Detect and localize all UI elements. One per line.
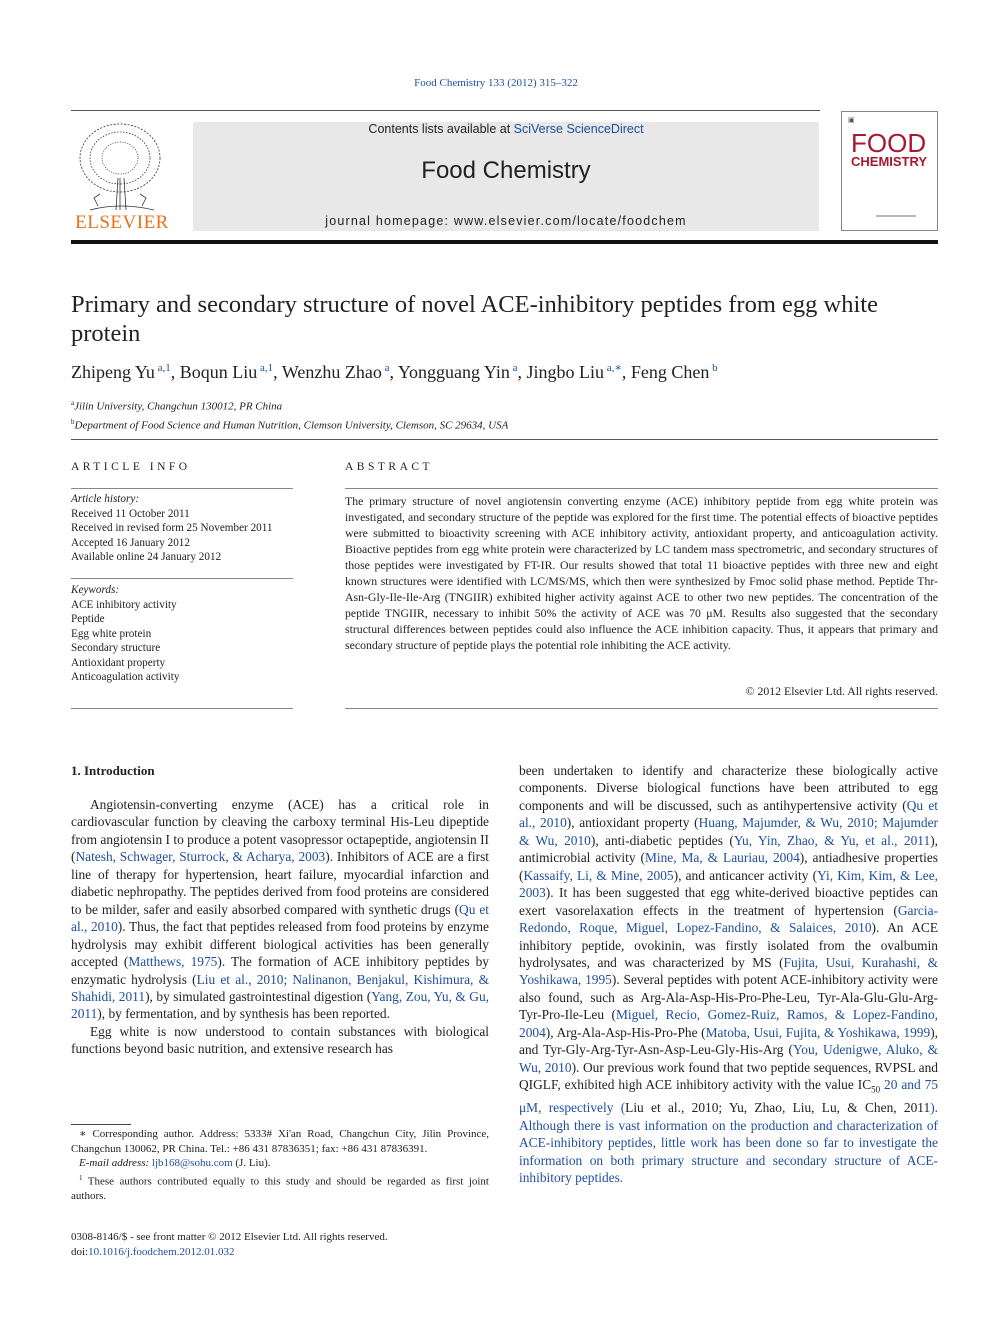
abstract-rule <box>345 488 938 489</box>
introduction-heading: 1. Introduction <box>71 763 155 778</box>
body-text: Angiotensin-converting enzyme (ACE) has a critical role in cardiovascular function by cleaving the carboxy terminal His-Leu dipeptide from angiotensin I to produce a potent vasopressor octapeptide, angiotensin II ( <box>71 797 489 865</box>
author-separator: , <box>389 362 398 382</box>
intro-paragraph-1 <box>71 796 489 1023</box>
author-separator: , <box>517 362 527 382</box>
citation-link[interactable]: Yang, Zou, Yu, & Gu, 2011 <box>71 988 489 1022</box>
author-affiliation-mark[interactable]: a <box>509 362 518 374</box>
abstract-heading: ABSTRACT <box>345 461 434 473</box>
affiliation-rule <box>71 439 938 440</box>
journal-name: Food Chemistry <box>421 157 591 184</box>
citation-link[interactable]: Garcia-Redondo, Roque, Miguel, Lopez-Fandino, & Salaices, 2010 <box>519 902 938 936</box>
author-affiliation-mark[interactable]: a <box>381 362 390 374</box>
body-text: ), and anticancer activity ( <box>673 867 818 883</box>
body-text: ), by simulated gastrointestinal digestion ( <box>145 988 372 1004</box>
doi-link[interactable]: 10.1016/j.foodchem.2012.01.032 <box>88 1245 235 1258</box>
author-name: Jingbo Liu <box>526 362 604 382</box>
body-text: ), anti-diabetic peptides ( <box>590 832 734 848</box>
author-separator: , <box>170 362 180 382</box>
elsevier-wordmark: ELSEVIER <box>75 212 169 233</box>
keyword: Egg white protein <box>71 627 152 640</box>
keyword: Peptide <box>71 613 105 625</box>
masthead-bottom-rule <box>71 240 938 244</box>
footnotes <box>71 1127 489 1203</box>
author-name: Zhipeng Yu <box>71 362 155 382</box>
body-text: ). Several peptides with potent ACE-inhibitory activity were also found, such as Arg-Ala-Asp-His-Pro-Phe-Leu, Tyr-Ala-Glu-Glu-Arg-Tyr-Pro-Ile-Leu ( <box>519 972 938 1023</box>
history-item: Received in revised form 25 November 2011 <box>71 522 273 534</box>
email-link[interactable]: ljb168@sohu.com <box>151 1157 233 1169</box>
keyword: Anticoagulation activity <box>71 671 180 683</box>
article-info-heading: ARTICLE INFO <box>71 461 191 473</box>
keyword: Secondary structure <box>71 642 161 654</box>
author-affiliation-mark[interactable]: b <box>709 362 718 374</box>
corresponding-author-note: ∗ Corresponding author. Address: 5333# Xi'an Road, Changchun City, Jilin Province, Changchun 130062, PR China. Tel.: +86 431 87836351; fax: +86 431 87836391. <box>71 1128 489 1155</box>
body-text: ). Our previous work found that two peptide sequences, RVPSL and QIGLF, exhibited high ACE inhibitory activity with the value IC <box>519 1059 938 1093</box>
equal-text: These authors contributed equally to this study and should be regarded as first joint authors. <box>71 1175 489 1202</box>
affiliation-mark: a <box>71 399 75 407</box>
citation-link[interactable]: 20 and 75 μM, respectively ( <box>519 1077 938 1116</box>
body-text: ), by fermentation, and by synthesis has been reported. <box>97 1006 390 1022</box>
journal-citation[interactable]: Food Chemistry 133 (2012) 315–322 <box>414 77 578 89</box>
citation-link[interactable]: Kassaify, Li, & Mine, 2005 <box>523 867 674 883</box>
history-item: Accepted 16 January 2012 <box>71 536 190 549</box>
history-rule <box>71 578 293 579</box>
email-suffix: (J. Liu). <box>232 1157 271 1169</box>
citation-link[interactable]: Liu et al., 2010; Nalinanon, Benjakul, Kishimura, & Shahidi, 2011 <box>71 971 489 1004</box>
doi-line <box>71 1245 388 1260</box>
author-name: Yongguang Yin <box>397 362 510 382</box>
journal-homepage[interactable]: journal homepage: www.elsevier.com/locate/foodchem <box>325 214 687 228</box>
footnote-rule <box>71 1124 131 1125</box>
body-text: ), antiadhesive properties ( <box>519 850 938 883</box>
affiliation <box>71 396 931 415</box>
citation-link[interactable]: Matthews, 1975 <box>128 954 218 970</box>
keyword: Antioxidant property <box>71 656 166 669</box>
keywords-label: Keywords: <box>71 584 120 596</box>
article-info-rule <box>71 488 293 489</box>
author-affiliation-mark[interactable]: a,1 <box>154 362 171 374</box>
keywords-rule <box>71 708 293 709</box>
body-text: ), antioxidant property ( <box>566 815 699 831</box>
citation-link[interactable]: ). Although there is vast information on the production and characterization of ACE-inhibitory peptides, little work has been done so far to investigate the information on both primary structure and secondary structure of ACE-inhibitory peptides. <box>519 1100 938 1186</box>
intro-paragraph-continued <box>519 762 938 1187</box>
body-text: ), antimicrobial activity ( <box>519 832 938 866</box>
keyword: ACE inhibitory activity <box>71 598 177 611</box>
author-name: Feng Chen <box>630 362 710 382</box>
author-name: Wenzhu Zhao <box>281 362 382 382</box>
author-list <box>71 361 931 383</box>
citation-link[interactable]: Matoba, Usui, Fujita, & Yoshikawa, 1999 <box>705 1024 931 1040</box>
author-separator: , <box>621 362 631 382</box>
body-text: ). It has been suggested that egg white-derived bioactive peptides can exert vasorelaxation effects in the treatment of hypertension ( <box>519 885 938 918</box>
cover-title-chemistry: CHEMISTRY <box>851 154 928 169</box>
equal-sup: 1 <box>79 1173 83 1182</box>
history-item: Available online 24 January 2012 <box>71 551 222 563</box>
article-title: Primary and secondary structure of novel ACE-inhibitory peptides from egg white protein <box>71 291 878 347</box>
citation-link[interactable]: Yi, Kim, Kim, & Lee, 2003 <box>519 867 939 901</box>
citation-link[interactable]: Huang, Majumder, & Wu, 2010; Majumder & Wu, 2010 <box>519 815 938 848</box>
body-text: ). Thus, the fact that peptides released from food proteins by enzyme hydrolysis may exhibit different biological activities has been generally accepted ( <box>71 919 489 970</box>
keywords <box>71 583 293 685</box>
abstract-text: The primary structure of novel angiotensin converting enzyme (ACE) inhibitory peptide from egg white protein was investigated, and secondary structure of the peptide was explored for the first time. The potential effects of bioactive peptides were submitted to bioactivity screening with ACE inhibitory activity, antioxidant property, and anticoagulation activity. Bioactive peptides from egg white protein were characterized by LC tandem mass spectrometric, and secondary structures of those peptides were investigated by FT-IR. Our results showed that total 11 bioactive peptides with three new and eight known structures were identified with LC/MS/MS, which then were synthesized by Fmoc solid phase method. Peptide Thr-Asn-Gly-Ile-Ile-Arg (TNGIIR) exhibited higher activity against ACE to other two new peptides. The concentration of the peptide TNGIIR, necessary to inhibit 50% the activity of ACE was 70 μM. Results also suggested that the secondary structural differences between peptides could also influence the ACE inhibition capacity. Thus, it appears that primary and secondary structure of peptide plays the potential role inhibiting the ACE activity. <box>345 494 938 652</box>
history-label: Article history: <box>71 493 140 505</box>
affiliations <box>71 396 931 433</box>
author-affiliation-mark[interactable]: a,∗ <box>604 362 622 374</box>
body-text: Liu et al., 2010; Yu, Zhao, Liu, Lu, & Chen, 2011 <box>625 1100 931 1116</box>
equal-contribution-note <box>71 1171 489 1204</box>
citation-link[interactable]: Fujita, Usui, Kurahashi, & Yoshikawa, 1995 <box>519 954 938 988</box>
citation-link[interactable]: Qu et al., 2010 <box>71 901 489 935</box>
front-matter-line: 0308-8146/$ - see front matter © 2012 Elsevier Ltd. All rights reserved. <box>71 1231 388 1243</box>
citation-link[interactable]: Miguel, Recio, Gomez-Ruiz, Ramos, & Lopez-Fandino, 2004 <box>519 1007 939 1040</box>
affiliation-text: Department of Food Science and Human Nutrition, Clemson University, Clemson, SC 29634, USA <box>74 419 509 432</box>
body-text: ), Arg-Ala-Asp-His-Pro-Phe ( <box>545 1024 706 1040</box>
issn-doi <box>71 1230 388 1259</box>
affiliation-text: Jilin University, Changchun 130012, PR China <box>74 400 283 413</box>
sciverse-link[interactable]: SciVerse ScienceDirect <box>513 122 644 136</box>
body-text: ), and Tyr-Gly-Arg-Tyr-Asn-Asp-Leu-Gly-His-Arg ( <box>519 1024 938 1058</box>
citation-link[interactable]: Qu et al., 2010 <box>519 797 938 831</box>
author-name: Boqun Liu <box>179 362 258 382</box>
body-text: ). The formation of ACE inhibitory peptides by enzymatic hydrolysis ( <box>71 954 489 987</box>
affiliation <box>71 415 931 434</box>
citation-link[interactable]: Yu, Yin, Zhao, & Yu, et al., 2011 <box>733 832 931 848</box>
contents-prefix: Contents lists available at <box>368 122 514 136</box>
body-text: ). An ACE inhibitory peptide, ovokinin, was firstly isolated from the ovalbumin hydrolysates, and was characterized by MS ( <box>519 920 938 970</box>
affiliation-mark: b <box>71 417 75 426</box>
author-affiliation-mark[interactable]: a,1 <box>257 362 274 374</box>
cover-emblem-icon: ▣ <box>848 116 855 124</box>
ic50-subscript: 50 <box>871 1084 881 1095</box>
citation-link[interactable]: Mine, Ma, & Lauriau, 2004 <box>644 850 800 866</box>
body-column-right <box>519 762 938 1187</box>
body-text: ). Inhibitors of ACE are a first line of therapy for hypertension, heart failure, myocardial infarction and diabetic nephropathy. The peptides derived from food proteins are considered to be milder, safer and easily absorbed compared with synthetic drugs ( <box>71 849 489 917</box>
intro-paragraph-2: Egg white is now understood to contain substances with biological functions beyond basic nutrition, and extensive research has <box>71 1023 489 1057</box>
email-label: E-mail address: <box>79 1157 150 1169</box>
contents-line <box>193 122 819 136</box>
body-column-left <box>71 796 489 1058</box>
body-text: been undertaken to identify and characterize these biologically active components. Diverse biological functions have been attributed to egg components and will be discussed, such as antihypertensive activity ( <box>519 763 938 813</box>
doi-label: doi: <box>71 1245 89 1258</box>
article-history <box>71 492 293 565</box>
email-note <box>71 1156 489 1171</box>
author-separator: , <box>273 362 282 382</box>
cover-title-food: FOOD <box>851 128 927 158</box>
abstract-bottom-rule <box>345 708 938 709</box>
citation-link[interactable]: Natesh, Schwager, Sturrock, & Acharya, 2003 <box>75 849 326 865</box>
header-rule <box>71 110 820 111</box>
abstract-copyright: © 2012 Elsevier Ltd. All rights reserved. <box>745 684 938 698</box>
history-item: Received 11 October 2011 <box>71 507 190 520</box>
cover-footer <box>876 215 916 217</box>
citation-link[interactable]: You, Udenigwe, Aluko, & Wu, 2010 <box>519 1042 938 1075</box>
